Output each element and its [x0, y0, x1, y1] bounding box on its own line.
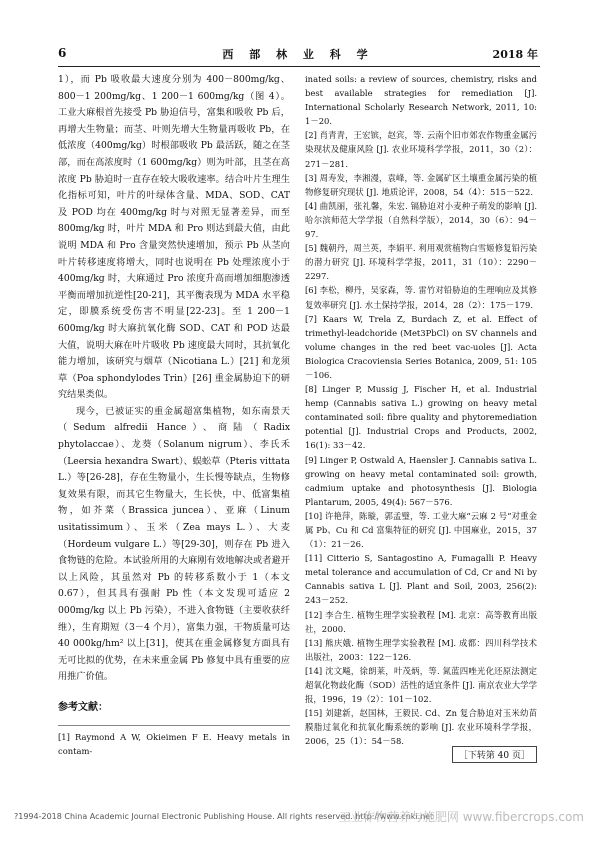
page-footer — [14, 810, 584, 824]
reference-item: [11] Citterio S, Santagostino A, Fumagalli P. Heavy metal tolerance and accumulation of Cd, Cr and Ni by Cannabis sativa L [J]. Plant and Soil, 2003, 256(2): 243－252. — [305, 553, 537, 606]
reference-item: [14] 沈文飚，徐朗莱，叶茂炳，等. 氮蓝四唑光化还原法测定超氧化物歧化酶（SOD）活性的适宜条件 [J]. 南京农业大学学报，1996，19（2）：101－102. — [305, 665, 537, 705]
page-header — [58, 44, 538, 62]
reference-item: [13] 熊庆娥. 植物生理学实验教程 [M]. 成都：四川科学技术出版社，2003：122－126. — [305, 637, 537, 662]
copyright-notice: ?1994-2018 China Academic Journal Electronic Publishing House. All rights reserved. http://www.cnki.net — [14, 812, 434, 821]
right-column — [305, 72, 537, 749]
journal-title: 西 部 林 业 科 学 — [222, 48, 374, 61]
reference-item: [1] Raymond A W, Okieimen F E. Heavy metals in contam- — [58, 731, 290, 756]
reference-item: [10] 许艳萍，陈璇，郭孟璧，等. 工业大麻“云麻 2 号”对重金属 Pb、Cu 和 Cd 富集特征的研究 [J]. 中国麻业，2015，37（1）：21－26. — [305, 510, 537, 550]
reference-item: [7] Kaars W, Trela Z, Burdach Z, et al. Effect of trimethyl-leadchoride (Met3PbCl) on SV channels and volume changes in the red beet vac-uoles [J]. Acta Biologica Cracoviensia Series Botanica, 2009, 51: 105－106. — [305, 313, 537, 380]
references-heading: 参考文献： — [58, 701, 108, 713]
reference-item: [12] 李合生. 植物生理学实验教程 [M]. 北京：高等教育出版社，2000. — [305, 609, 537, 634]
reference-item: [6] 李松，柳丹，吴家森，等. 雷竹对铅胁迫的生理响应及其修复效率研究 [J]. 水土保持学报，2014，28（2）：175－179. — [305, 285, 537, 310]
reference-item: [4] 曲凯丽，张礼馨，朱宏. 镉胁迫对小麦种子萌发的影响 [J]. 哈尔滨师范大学学报（自然科学版），2014，30（6）：94－97. — [305, 200, 537, 240]
header-rule — [58, 66, 540, 67]
reference-item: inated soils: a review of sources, chemistry, risks and best available strategies for remediation [J]. International Scholarly Research Network, 2011, 10: 1－20. — [305, 74, 537, 127]
body-paragraph: 1），而 Pb 吸收最大速度分别为 400－800mg/kg、800－1 200mg/kg、1 200－1 600mg/kg（图 4）。工业大麻根首先接受 Pb 胁迫信号，富集和吸收 Pb 后，再增大生物量；而茎、叶则先增大生物量再吸收 Pb，在低浓度（400mg/kg）时根部吸收 Pb 最活跃，随之在茎部，而在高浓度时（1 600mg/kg）则为叶部，且茎在高浓度 Pb 胁迫时一直存在较大吸收速率。结合叶片生理生化指标可知，叶片的叶绿体含量、MDA、SOD、CAT 及 POD 均在 400mg/kg 时与对照无显著差异，而至 800mg/kg 时，叶片 MDA 和 Pro 则达到最大值，由此说明 MDA 和 Pro 含量突然快速增加，预示 Pb 从茎向叶片转移速度将增大，同时也说明在 Pb 处理浓度小于 400mg/kg 时，大麻通过 Pro 浓度升高而增加细胞渗透平衡而增加抗逆性[20-21]，其平衡表现为 MDA 水平稳定，即膜系统受伤害不明显[22-23]。至 1 200－1 600mg/kg 时大麻抗氧化酶 SOD、CAT 和 POD 达最大值，说明大麻在叶片吸收 Pb 速度最大同时，其抗氧化能力增加，该研究与烟草（Nicotiana L.）[21] 和龙须草（Poa sphondylodes Trin）[26] 重金属胁迫下的研究结果类似。 — [58, 74, 290, 401]
left-column — [58, 72, 290, 758]
reference-item: [5] 魏朝丹，周兰英，李娟平. 利用观赏植物白雪姬修复铅污染的潜力研究 [J]. 环境科学学报，2011，31（10）：2290－2297. — [305, 243, 537, 282]
reference-item: [3] 周寿发，李湘漫，袁峰，等. 金属矿区土壤重金属污染的植物修复研究现状 [J]. 地质论评，2008，54（4）：515－522. — [305, 172, 537, 197]
reference-item: [9] Linger P, Ostwald A, Haensler J. Cannabis sativa L. growing on heavy metal contaminated soil: growth, cadmium uptake and photosynthesis [J]. Biologia Plantarum, 2005, 49(4): 567－576. — [305, 454, 537, 507]
section-divider — [58, 725, 290, 726]
watermark-text: 工业作物营养与施肥网 www.fibercrops.com — [338, 810, 584, 824]
reference-item: [8] Linger P, Mussig J, Fischer H, et al. Industrial hemp (Cannabis sativa L.) growing on heavy metal contaminated soil: fibre quality and phytoremediation potential [J]. Industrial Crops and Products, 2002, 16(1): 33－42. — [305, 384, 537, 451]
continued-on-note: ［下转第 40 页］ — [452, 746, 537, 763]
issue-year: 2018 年 — [492, 48, 538, 61]
page-number: 6 — [58, 46, 67, 60]
reference-item: [15] 刘建新，赵国林，王毅民. Cd、Zn 复合胁迫对玉米幼苗膜脂过氧化和抗氧化酶系统的影响 [J]. 农业环境科学学报，2006，25（1）：54－58. — [305, 708, 537, 747]
body-paragraph: 现今，已被证实的重金属超富集植物，如东南景天（Sedum alfredii Hance）、商陆（Radix phytolaccae）、龙葵（Solanum nigrum）、李氏禾（Leersia hexandra Swart）、蜈蚣草（Pteris vittata L.）等[26-28]，存在生物量小，生长慢等缺点，生物修复效果有限，而其它生物量大，生长快，中、低富集植物，如芥菜（Brassica juncea）、亚麻（Linum usitatissimum）、玉米（Zea mays L.）、大麦（Hordeum vulgare L.）等[29-30]，则存在 Pb 进入食物链的危险。本试验所用的大麻刚有效地解决或者避开以上风险，其虽然对 Pb 的转移系数小于 1（本文 0.67），但其具有强耐 Pb 性（本文发现可适应 2 000mg/kg 以上 Pb 污染），不进入食物链（主要收获纤维），生育期短（3－4 个月），富集力强，干物质量可达 40 000kg/hm² 以上[31]，使其在重金属修复方面具有无可比拟的优势，在未来重金属 Pb 修复中具有重要的应用推广价值。 — [58, 405, 290, 683]
reference-item: [2] 肖青青，王宏镔，赵宾，等. 云南个旧市郊农作物重金属污染现状及健康风险 [J]. 农业环境科学学报，2011，30（2）：271－281. — [305, 130, 537, 169]
